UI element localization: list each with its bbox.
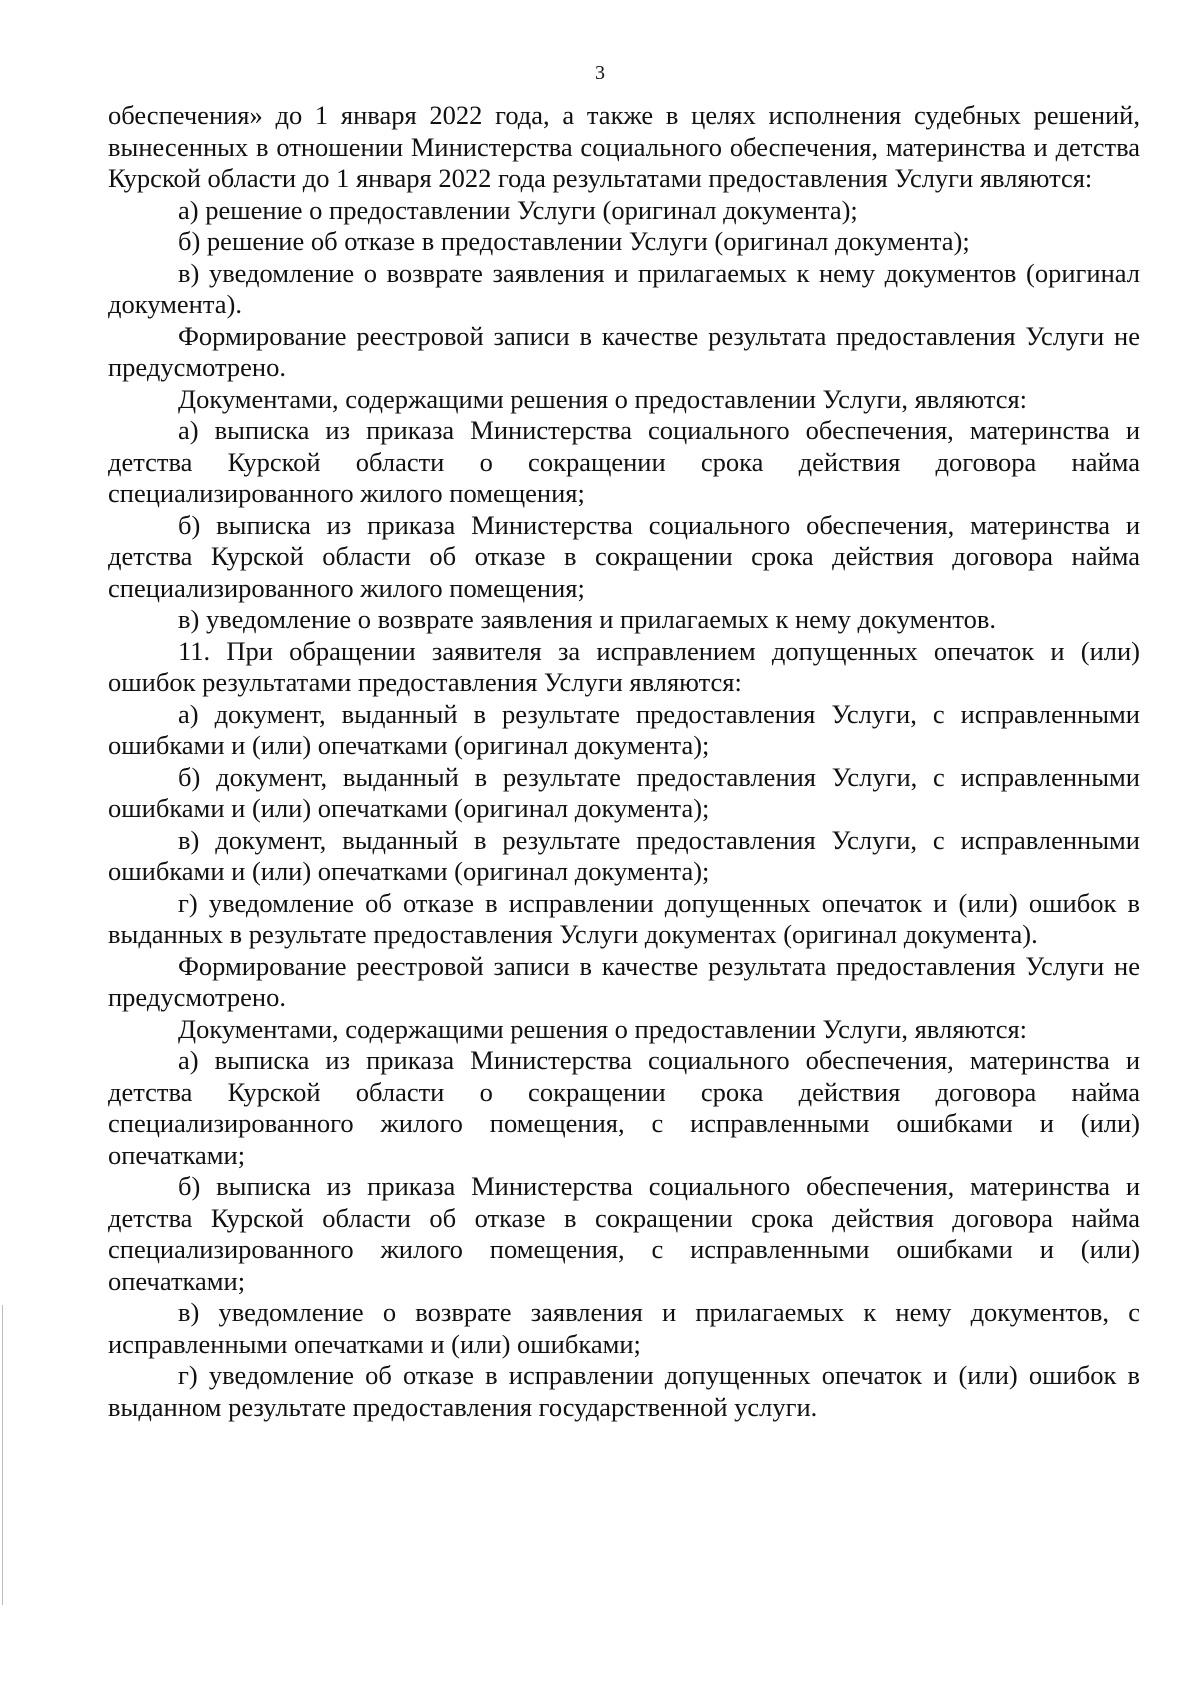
paragraph: Формирование реестровой записи в качестве результата предоставления Услуги не предусмотрено. — [108, 320, 1140, 382]
paragraph: Формирование реестровой записи в качестве результата предоставления Услуги не предусмотрено. — [108, 950, 1140, 1012]
paragraph: г) уведомление об отказе в исправлении допущенных опечаток и (или) ошибок в выданном результате предоставления государственной услуги. — [108, 1360, 1140, 1422]
document-body — [108, 100, 1140, 1423]
paragraph: Документами, содержащими решения о предоставлении Услуги, являются: — [178, 383, 1028, 414]
paragraph: 11. При обращении заявителя за исправлением допущенных опечаток и (или) ошибок результатами предоставления Услуги являются: — [108, 635, 1140, 697]
page-number: 3 — [595, 62, 605, 84]
paragraph: г) уведомление об отказе в исправлении допущенных опечаток и (или) ошибок в выданных в результате предоставления Услуги документах (оригинал документа). — [108, 887, 1140, 949]
paragraph: б) выписка из приказа Министерства социального обеспечения, материнства и детства Курской области об отказе в сокращении срока действия договора найма специализированного жилого помещения; — [108, 509, 1140, 603]
paragraph: а) выписка из приказа Министерства социального обеспечения, материнства и детства Курской области о сокращении срока действия договора найма специализированного жилого помещения; — [108, 415, 1140, 508]
paragraph: в) уведомление о возврате заявления и прилагаемых к нему документов, с исправленными опечатками и (или) ошибками; — [108, 1297, 1140, 1359]
paragraph: в) уведомление о возврате заявления и прилагаемых к нему документов (оригинал документа). — [108, 257, 1140, 319]
paragraph: а) выписка из приказа Министерства социального обеспечения, материнства и детства Курской области о сокращении срока действия договора найма специализированного жилого помещения, с исправленными ошибками и (или) опечатками; — [108, 1045, 1140, 1170]
paragraph: б) документ, выданный в результате предоставления Услуги, с исправленными ошибками и (или) опечатками (оригинал документа); — [108, 761, 1140, 823]
scan-edge-line — [2, 1305, 3, 1605]
paragraph: а) документ, выданный в результате предоставления Услуги, с исправленными ошибками и (или) опечатками (оригинал документа); — [108, 698, 1140, 760]
paragraph: б) выписка из приказа Министерства социального обеспечения, материнства и детства Курской области об отказе в сокращении срока действия договора найма специализированного жилого помещения, с исправленными ошибками и (или) опечатками; — [108, 1171, 1140, 1296]
paragraph: в) документ, выданный в результате предоставления Услуги, с исправленными ошибками и (или) опечатками (оригинал документа); — [108, 824, 1140, 886]
paragraph: а) решение о предоставлении Услуги (оригинал документа); — [178, 194, 858, 225]
paragraph: Документами, содержащими решения о предоставлении Услуги, являются: — [178, 1013, 1028, 1044]
paragraph: б) решение об отказе в предоставлении Услуги (оригинал документа); — [178, 226, 970, 256]
paragraph: в) уведомление о возврате заявления и прилагаемых к нему документов. — [178, 604, 996, 634]
paragraph: обеспечения» до 1 января 2022 года, а также в целях исполнения судебных решений, вынесенных в отношении Министерства социального обеспечения, материнства и детства Курской области до 1 января 2022 года результатами предоставления Услуги являются: — [108, 100, 1140, 193]
